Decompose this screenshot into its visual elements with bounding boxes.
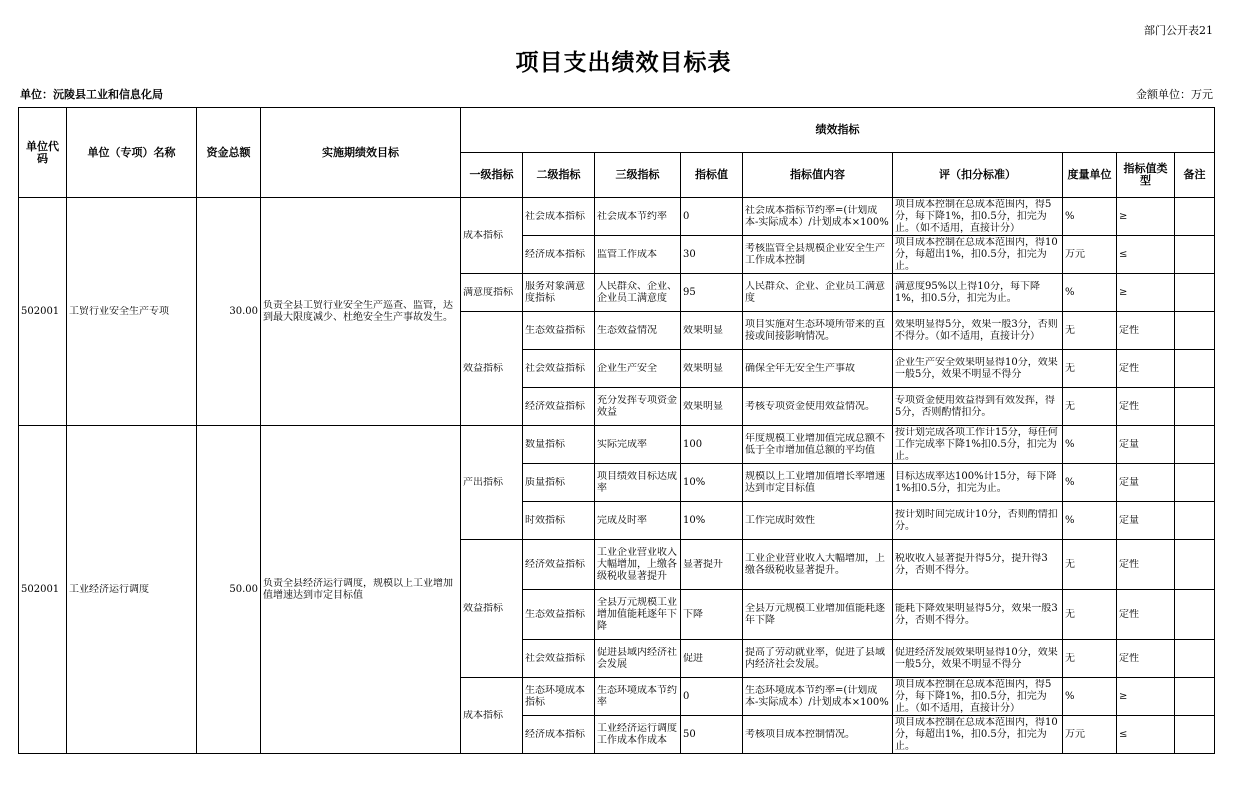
unit-label: 单位：沅陵县工业和信息化局 bbox=[20, 88, 163, 101]
level2-cell bbox=[523, 198, 595, 236]
value-type-cell bbox=[1117, 502, 1175, 540]
value-cell-text: 95 bbox=[683, 286, 696, 298]
value-type-cell bbox=[1117, 678, 1175, 716]
level1-cell-text: 满意度指标 bbox=[463, 286, 513, 298]
scoring-cell bbox=[893, 388, 1063, 426]
amount-cell-text: 50.00 bbox=[229, 583, 258, 595]
level2-cell-text: 社会效益指标 bbox=[525, 362, 585, 374]
value-type-cell-text: ≤ bbox=[1119, 248, 1128, 260]
scoring-cell bbox=[893, 540, 1063, 590]
level2-cell bbox=[523, 236, 595, 274]
content-cell-text: 考核监管全县规模企业安全生产工作成本控制 bbox=[745, 242, 885, 266]
level3-cell bbox=[595, 502, 681, 540]
level2-cell-text: 生态效益指标 bbox=[525, 608, 585, 620]
level2-cell-text: 经济成本指标 bbox=[525, 728, 585, 740]
level3-cell-text: 促进县域内经济社会发展 bbox=[597, 646, 677, 670]
value-type-cell-text: 定性 bbox=[1119, 652, 1139, 664]
header-goal: 实施期绩效目标 bbox=[261, 108, 461, 198]
measure-unit-cell-text: 无 bbox=[1065, 400, 1075, 412]
value-type-cell bbox=[1117, 350, 1175, 388]
header-unit-code: 单位代码 bbox=[19, 108, 67, 198]
value-cell bbox=[681, 388, 743, 426]
scoring-cell-text: 项目成本控制在总成本范围内，得10分，每超出1%，扣0.5分，扣完为止。 bbox=[895, 236, 1058, 272]
unit-name-cell bbox=[67, 198, 197, 426]
value-cell-text: 50 bbox=[683, 728, 696, 740]
measure-unit-cell-text: % bbox=[1065, 514, 1075, 526]
value-type-cell-text: 定性 bbox=[1119, 558, 1139, 570]
content-cell bbox=[743, 464, 893, 502]
level1-cell bbox=[461, 678, 523, 754]
level3-cell-text: 监管工作成本 bbox=[597, 248, 657, 260]
value-cell-text: 10% bbox=[683, 514, 706, 526]
remark-cell bbox=[1175, 274, 1215, 312]
level2-cell-text: 时效指标 bbox=[525, 514, 565, 526]
value-type-cell-text: 定量 bbox=[1119, 514, 1139, 526]
content-cell-text: 考核专项资金使用效益情况。 bbox=[745, 400, 875, 412]
value-cell bbox=[681, 464, 743, 502]
value-type-cell-text: ≥ bbox=[1119, 286, 1128, 298]
value-type-cell-text: 定性 bbox=[1119, 608, 1139, 620]
scoring-cell bbox=[893, 464, 1063, 502]
unit-name-cell bbox=[67, 426, 197, 754]
value-cell bbox=[681, 502, 743, 540]
level2-cell-text: 社会效益指标 bbox=[525, 652, 585, 664]
value-cell bbox=[681, 274, 743, 312]
scoring-cell-text: 满意度95%以上得10分，每下降1%，扣0.5分，扣完为止。 bbox=[895, 280, 1040, 304]
unit-code-cell bbox=[19, 426, 67, 754]
value-type-cell-text: 定性 bbox=[1119, 362, 1139, 374]
level3-cell-text: 社会成本节约率 bbox=[597, 210, 667, 222]
remark-cell bbox=[1175, 312, 1215, 350]
value-cell bbox=[681, 678, 743, 716]
header-level3: 三级指标 bbox=[595, 153, 681, 198]
remark-cell bbox=[1175, 198, 1215, 236]
scoring-cell-text: 项目成本控制在总成本范围内，得5分，每下降1%，扣0.5分，扣完为止。（如不适用，直接计分） bbox=[895, 198, 1052, 234]
content-cell-text: 确保全年无安全生产事故 bbox=[745, 362, 855, 374]
content-cell-text: 项目实施对生态环境所带来的直接或间接影响情况。 bbox=[745, 318, 885, 342]
measure-unit-cell-text: 万元 bbox=[1065, 728, 1085, 740]
value-type-cell-text: 定量 bbox=[1119, 438, 1139, 450]
content-cell bbox=[743, 678, 893, 716]
level1-cell bbox=[461, 198, 523, 274]
unit-name-cell-text: 工贸行业安全生产专项 bbox=[69, 305, 169, 317]
level3-cell-text: 项目绩效目标达成率 bbox=[597, 470, 677, 494]
scoring-cell bbox=[893, 198, 1063, 236]
level2-cell bbox=[523, 716, 595, 754]
scoring-cell bbox=[893, 274, 1063, 312]
value-type-cell bbox=[1117, 388, 1175, 426]
level1-cell bbox=[461, 312, 523, 426]
content-cell bbox=[743, 540, 893, 590]
level2-cell-text: 服务对象满意度指标 bbox=[525, 280, 585, 304]
scoring-cell-text: 税收收入显著提升得5分，提升得3分，否则不得分。 bbox=[895, 552, 1048, 576]
measure-unit-cell bbox=[1063, 540, 1117, 590]
content-cell bbox=[743, 388, 893, 426]
header-remark: 备注 bbox=[1175, 153, 1215, 198]
level2-cell bbox=[523, 426, 595, 464]
value-type-cell bbox=[1117, 274, 1175, 312]
content-cell bbox=[743, 716, 893, 754]
measure-unit-cell bbox=[1063, 426, 1117, 464]
measure-unit-cell bbox=[1063, 502, 1117, 540]
value-type-cell bbox=[1117, 464, 1175, 502]
level3-cell-text: 实际完成率 bbox=[597, 438, 647, 450]
unit-code-cell-text: 502001 bbox=[21, 583, 60, 595]
content-cell-text: 考核项目成本控制情况。 bbox=[745, 728, 855, 740]
value-type-cell-text: ≥ bbox=[1119, 210, 1128, 222]
value-cell-text: 显著提升 bbox=[683, 558, 723, 570]
measure-unit-cell-text: 无 bbox=[1065, 558, 1075, 570]
remark-cell bbox=[1175, 678, 1215, 716]
header-total-funds: 资金总额 bbox=[197, 108, 261, 198]
remark-cell bbox=[1175, 426, 1215, 464]
value-cell-text: 促进 bbox=[683, 652, 703, 664]
content-cell bbox=[743, 640, 893, 678]
value-type-cell-text: 定性 bbox=[1119, 400, 1139, 412]
measure-unit-cell bbox=[1063, 312, 1117, 350]
goal-cell-text: 负责全县工贸行业安全生产巡查、监管，达到最大限度减少、杜绝安全生产事故发生。 bbox=[263, 299, 453, 323]
measure-unit-cell-text: % bbox=[1065, 286, 1075, 298]
remark-cell bbox=[1175, 640, 1215, 678]
goal-cell bbox=[261, 198, 461, 426]
level2-cell bbox=[523, 678, 595, 716]
level2-cell-text: 生态环境成本指标 bbox=[525, 684, 585, 708]
level2-cell-text: 质量指标 bbox=[525, 476, 565, 488]
unit-name-cell-text: 工业经济运行调度 bbox=[69, 583, 149, 595]
value-cell bbox=[681, 716, 743, 754]
performance-table bbox=[18, 107, 1215, 754]
level2-cell bbox=[523, 590, 595, 640]
measure-unit-cell bbox=[1063, 716, 1117, 754]
level3-cell bbox=[595, 236, 681, 274]
header-content: 指标值内容 bbox=[743, 153, 893, 198]
level3-cell-text: 工业经济运行调度工作成本作成本 bbox=[597, 722, 677, 746]
scoring-cell-text: 能耗下降效果明显得5分，效果一般3分，否则不得分。 bbox=[895, 602, 1058, 626]
measure-unit-cell bbox=[1063, 388, 1117, 426]
measure-unit-cell-text: % bbox=[1065, 438, 1075, 450]
level3-cell bbox=[595, 678, 681, 716]
content-cell bbox=[743, 590, 893, 640]
level2-cell-text: 经济效益指标 bbox=[525, 558, 585, 570]
scoring-cell bbox=[893, 426, 1063, 464]
scoring-cell-text: 专项资金使用效益得到有效发挥，得5分，否则酌情扣分。 bbox=[895, 394, 1055, 418]
level3-cell bbox=[595, 426, 681, 464]
content-cell-text: 社会成本指标节约率=(计划成本-实际成本）/计划成本×100% bbox=[745, 204, 889, 228]
header-indicators: 绩效指标 bbox=[461, 108, 1215, 153]
measure-unit-cell bbox=[1063, 198, 1117, 236]
corner-label: 部门公开表21 bbox=[1144, 24, 1213, 37]
level1-cell bbox=[461, 426, 523, 540]
value-cell bbox=[681, 540, 743, 590]
remark-cell bbox=[1175, 388, 1215, 426]
value-type-cell bbox=[1117, 716, 1175, 754]
table-row bbox=[19, 198, 1215, 236]
value-cell bbox=[681, 590, 743, 640]
remark-cell bbox=[1175, 464, 1215, 502]
scoring-cell-text: 按计划完成各项工作计15分，每任何工作完成率下降1%扣0.5分，扣完为止。 bbox=[895, 426, 1058, 462]
scoring-cell bbox=[893, 350, 1063, 388]
level2-cell bbox=[523, 312, 595, 350]
level2-cell bbox=[523, 388, 595, 426]
money-unit-label: 金额单位：万元 bbox=[1136, 88, 1213, 101]
remark-cell bbox=[1175, 236, 1215, 274]
value-cell bbox=[681, 640, 743, 678]
level2-cell-text: 经济成本指标 bbox=[525, 248, 585, 260]
value-type-cell-text: ≤ bbox=[1119, 728, 1128, 740]
measure-unit-cell-text: % bbox=[1065, 690, 1075, 702]
level3-cell-text: 生态效益情况 bbox=[597, 324, 657, 336]
value-cell bbox=[681, 350, 743, 388]
scoring-cell-text: 目标达成率达100%计15分，每下降1%扣0.5分，扣完为止。 bbox=[895, 470, 1057, 494]
value-cell-text: 下降 bbox=[683, 608, 703, 620]
value-type-cell-text: ≥ bbox=[1119, 690, 1128, 702]
scoring-cell bbox=[893, 640, 1063, 678]
measure-unit-cell bbox=[1063, 236, 1117, 274]
content-cell bbox=[743, 274, 893, 312]
content-cell bbox=[743, 426, 893, 464]
measure-unit-cell bbox=[1063, 590, 1117, 640]
level3-cell-text: 人民群众、企业、企业员工满意度 bbox=[597, 280, 677, 304]
scoring-cell bbox=[893, 716, 1063, 754]
level3-cell-text: 企业生产安全 bbox=[597, 362, 657, 374]
scoring-cell bbox=[893, 502, 1063, 540]
level3-cell bbox=[595, 640, 681, 678]
header-level2: 二级指标 bbox=[523, 153, 595, 198]
header-unit-name: 单位（专项）名称 bbox=[67, 108, 197, 198]
scoring-cell-text: 项目成本控制在总成本范围内，得5分，每下降1%，扣0.5分，扣完为止。（如不适用，直接计分） bbox=[895, 678, 1052, 714]
level1-cell-text: 效益指标 bbox=[463, 602, 503, 614]
scoring-cell-text: 促进经济发展效果明显得10分，效果一般5分，效果不明显不得分 bbox=[895, 646, 1058, 670]
header-measure-unit: 度量单位 bbox=[1063, 153, 1117, 198]
level2-cell-text: 经济效益指标 bbox=[525, 400, 585, 412]
content-cell bbox=[743, 502, 893, 540]
level1-cell-text: 成本指标 bbox=[463, 229, 503, 241]
value-type-cell-text: 定量 bbox=[1119, 476, 1139, 488]
scoring-cell-text: 效果明显得5分，效果一般3分，否则不得分。（如不适用，直接计分） bbox=[895, 318, 1058, 342]
level2-cell bbox=[523, 540, 595, 590]
value-cell-text: 100 bbox=[683, 438, 703, 450]
level3-cell bbox=[595, 540, 681, 590]
header-value-type: 指标值类型 bbox=[1117, 153, 1175, 198]
level2-cell bbox=[523, 502, 595, 540]
value-type-cell bbox=[1117, 590, 1175, 640]
level2-cell bbox=[523, 464, 595, 502]
table-row bbox=[19, 426, 1215, 464]
measure-unit-cell-text: % bbox=[1065, 476, 1075, 488]
measure-unit-cell-text: % bbox=[1065, 210, 1075, 222]
level3-cell bbox=[595, 274, 681, 312]
value-type-cell bbox=[1117, 426, 1175, 464]
remark-cell bbox=[1175, 502, 1215, 540]
level3-cell bbox=[595, 312, 681, 350]
goal-cell-text: 负责全县经济运行调度，规模以上工业增加值增速达到市定目标值 bbox=[263, 577, 453, 601]
content-cell-text: 年度规模工业增加值完成总额不低于全市增加值总额的平均值 bbox=[745, 432, 885, 456]
scoring-cell bbox=[893, 236, 1063, 274]
measure-unit-cell-text: 无 bbox=[1065, 652, 1075, 664]
unit-code-cell bbox=[19, 198, 67, 426]
scoring-cell-text: 项目成本控制在总成本范围内，得10分，每超出1%，扣0.5分，扣完为止。 bbox=[895, 716, 1058, 752]
level3-cell-text: 生态环境成本节约率 bbox=[597, 684, 677, 708]
header-scoring: 评（扣分标准） bbox=[893, 153, 1063, 198]
content-cell-text: 工作完成时效性 bbox=[745, 514, 815, 526]
measure-unit-cell bbox=[1063, 274, 1117, 312]
value-cell bbox=[681, 198, 743, 236]
level3-cell-text: 工业企业营业收入大幅增加，上缴各级税收显著提升 bbox=[597, 546, 677, 582]
value-type-cell bbox=[1117, 236, 1175, 274]
value-type-cell bbox=[1117, 198, 1175, 236]
header-level1: 一级指标 bbox=[461, 153, 523, 198]
level3-cell-text: 全县万元规模工业增加值能耗逐年下降 bbox=[597, 596, 677, 632]
amount-cell bbox=[197, 426, 261, 754]
scoring-cell bbox=[893, 312, 1063, 350]
value-cell bbox=[681, 426, 743, 464]
level1-cell-text: 产出指标 bbox=[463, 476, 503, 488]
header-value: 指标值 bbox=[681, 153, 743, 198]
value-cell bbox=[681, 312, 743, 350]
content-cell-text: 工业企业营业收入大幅增加，上缴各级税收显著提升。 bbox=[745, 552, 885, 576]
content-cell bbox=[743, 236, 893, 274]
level2-cell-text: 社会成本指标 bbox=[525, 210, 585, 222]
scoring-cell-text: 企业生产安全效果明显得10分，效果一般5分，效果不明显不得分 bbox=[895, 356, 1058, 380]
measure-unit-cell-text: 无 bbox=[1065, 324, 1075, 336]
level2-cell-text: 生态效益指标 bbox=[525, 324, 585, 336]
content-cell-text: 生态环境成本节约率=(计划成本-实际成本）/计划成本×100% bbox=[745, 684, 889, 708]
value-cell-text: 10% bbox=[683, 476, 706, 488]
value-type-cell bbox=[1117, 540, 1175, 590]
content-cell-text: 提高了劳动就业率，促进了县域内经济社会发展。 bbox=[745, 646, 885, 670]
level2-cell bbox=[523, 640, 595, 678]
amount-cell bbox=[197, 198, 261, 426]
scoring-cell-text: 按计划时间完成计10分，否则酌情扣分。 bbox=[895, 508, 1058, 532]
content-cell-text: 规模以上工业增加值增长率增速达到市定目标值 bbox=[745, 470, 885, 494]
level1-cell bbox=[461, 540, 523, 678]
remark-cell bbox=[1175, 716, 1215, 754]
content-cell-text: 全县万元规模工业增加值能耗逐年下降 bbox=[745, 602, 885, 626]
page-title: 项目支出绩效目标表 bbox=[515, 50, 732, 76]
level1-cell-text: 效益指标 bbox=[463, 362, 503, 374]
level3-cell bbox=[595, 464, 681, 502]
value-type-cell bbox=[1117, 640, 1175, 678]
value-type-cell-text: 定性 bbox=[1119, 324, 1139, 336]
content-cell bbox=[743, 312, 893, 350]
measure-unit-cell-text: 无 bbox=[1065, 608, 1075, 620]
value-cell-text: 效果明显 bbox=[683, 400, 723, 412]
remark-cell bbox=[1175, 350, 1215, 388]
scoring-cell bbox=[893, 678, 1063, 716]
level3-cell-text: 完成及时率 bbox=[597, 514, 647, 526]
level3-cell-text: 充分发挥专项资金效益 bbox=[597, 394, 677, 418]
measure-unit-cell bbox=[1063, 640, 1117, 678]
measure-unit-cell bbox=[1063, 678, 1117, 716]
amount-cell-text: 30.00 bbox=[229, 305, 258, 317]
level3-cell bbox=[595, 388, 681, 426]
level2-cell bbox=[523, 350, 595, 388]
value-cell-text: 30 bbox=[683, 248, 696, 260]
content-cell bbox=[743, 350, 893, 388]
level2-cell-text: 数量指标 bbox=[525, 438, 565, 450]
scoring-cell bbox=[893, 590, 1063, 640]
measure-unit-cell bbox=[1063, 350, 1117, 388]
measure-unit-cell bbox=[1063, 464, 1117, 502]
measure-unit-cell-text: 无 bbox=[1065, 362, 1075, 374]
value-cell bbox=[681, 236, 743, 274]
remark-cell bbox=[1175, 540, 1215, 590]
value-cell-text: 效果明显 bbox=[683, 362, 723, 374]
value-cell-text: 0 bbox=[683, 690, 690, 702]
unit-code-cell-text: 502001 bbox=[21, 305, 60, 317]
value-type-cell bbox=[1117, 312, 1175, 350]
level3-cell bbox=[595, 590, 681, 640]
goal-cell bbox=[261, 426, 461, 754]
level3-cell bbox=[595, 350, 681, 388]
content-cell-text: 人民群众、企业、企业员工满意度 bbox=[745, 280, 885, 304]
level2-cell bbox=[523, 274, 595, 312]
level1-cell-text: 成本指标 bbox=[463, 709, 503, 721]
remark-cell bbox=[1175, 590, 1215, 640]
level3-cell bbox=[595, 716, 681, 754]
measure-unit-cell-text: 万元 bbox=[1065, 248, 1085, 260]
content-cell bbox=[743, 198, 893, 236]
value-cell-text: 0 bbox=[683, 210, 690, 222]
level3-cell bbox=[595, 198, 681, 236]
level1-cell bbox=[461, 274, 523, 312]
value-cell-text: 效果明显 bbox=[683, 324, 723, 336]
